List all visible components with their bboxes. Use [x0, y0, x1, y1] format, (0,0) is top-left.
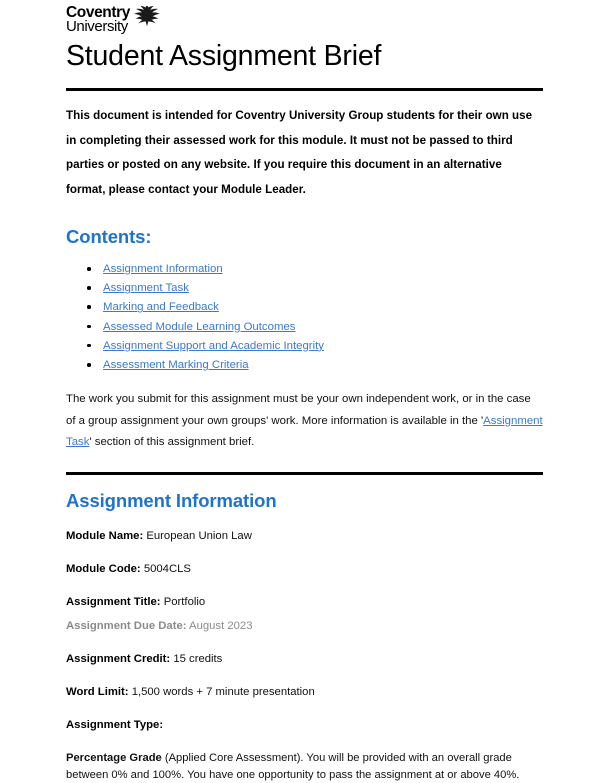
list-item	[66, 318, 543, 337]
percentage-grade-text: (Applied Core Assessment). You will be provided with an overall grade between 0% and 100%. You have one opportunity to pass the assignment at or above 40%.	[66, 752, 520, 781]
field-value: August 2023	[189, 620, 253, 633]
list-item	[66, 356, 543, 375]
inline-link-assignment-task[interactable]: Assignment Task	[66, 414, 543, 448]
list-item	[66, 337, 543, 356]
list-item	[66, 298, 543, 317]
field-value: Portfolio	[163, 596, 206, 609]
percentage-grade-note	[66, 750, 543, 783]
field-module-code	[66, 561, 543, 577]
own-work-paragraph	[66, 389, 543, 453]
field-label: Assignment Title:	[66, 596, 161, 609]
bullet-icon	[87, 267, 91, 271]
field-clipped-inner	[66, 618, 253, 634]
field-label: Module Code:	[66, 563, 141, 576]
own-work-text-part1: The work you submit for this assignment must be your own independent work, or in the case of a group assignment your own groups' work. More information is available in the '	[66, 393, 531, 427]
percentage-grade-label: Percentage Grade	[66, 752, 162, 765]
field-label: Word Limit:	[66, 686, 129, 699]
field-label: Module Name:	[66, 530, 144, 543]
contents-heading: Contents:	[66, 226, 152, 247]
field-assignment-title	[66, 594, 543, 610]
list-item	[66, 260, 543, 279]
bullet-icon	[87, 363, 91, 367]
toc-link-assignment-support-and-academic-integrity[interactable]: Assignment Support and Academic Integrity	[103, 339, 324, 352]
divider-top	[66, 88, 543, 91]
assignment-information-heading: Assignment Information	[66, 490, 277, 512]
field-module-name	[66, 528, 543, 544]
field-value: 15 credits	[173, 653, 223, 666]
own-work-text-part2: ' section of this assignment brief.	[89, 435, 255, 448]
divider-middle	[66, 472, 543, 475]
phoenix-emblem-icon	[133, 4, 161, 28]
toc-link-assessment-marking-criteria[interactable]: Assessment Marking Criteria	[103, 359, 249, 372]
usage-notice: This document is intended for Coventry University Group students for their own use in completing their assessed work for this module. It must not be passed to third parties or posted on any website. If you require this document in an alternative format, please contact your Module Leader.	[66, 109, 533, 196]
contents-list	[66, 260, 543, 375]
bullet-icon	[87, 325, 91, 329]
bullet-icon	[87, 344, 91, 348]
list-item	[66, 279, 543, 298]
toc-link-assignment-task[interactable]: Assignment Task	[103, 282, 189, 295]
field-assignment-type	[66, 717, 543, 733]
logo-line-university: University	[66, 18, 128, 35]
bullet-icon	[87, 305, 91, 309]
field-assignment-credit	[66, 651, 543, 667]
document-content	[66, 0, 543, 783]
logo-line-coventry: Coventry	[66, 4, 130, 21]
page-title: Student Assignment Brief	[66, 40, 382, 72]
coventry-university-logo	[66, 5, 543, 35]
field-value: 1,500 words + 7 minute presentation	[131, 686, 315, 699]
field-value: 5004CLS	[143, 563, 191, 576]
field-label: Assignment Credit:	[66, 653, 171, 666]
masthead	[66, 0, 543, 84]
toc-link-assessed-module-learning-outcomes[interactable]: Assessed Module Learning Outcomes	[103, 320, 296, 333]
toc-link-marking-and-feedback[interactable]: Marking and Feedback	[103, 301, 219, 314]
logo-wordmark	[66, 5, 130, 34]
field-label: Assignment Type:	[66, 719, 164, 732]
field-word-limit	[66, 684, 543, 700]
field-label: Assignment Due Date:	[66, 620, 187, 633]
field-assignment-due-date-clipped	[66, 620, 543, 634]
toc-link-assignment-information[interactable]: Assignment Information	[103, 263, 223, 275]
field-value: European Union Law	[146, 530, 252, 543]
bullet-icon	[87, 286, 91, 290]
